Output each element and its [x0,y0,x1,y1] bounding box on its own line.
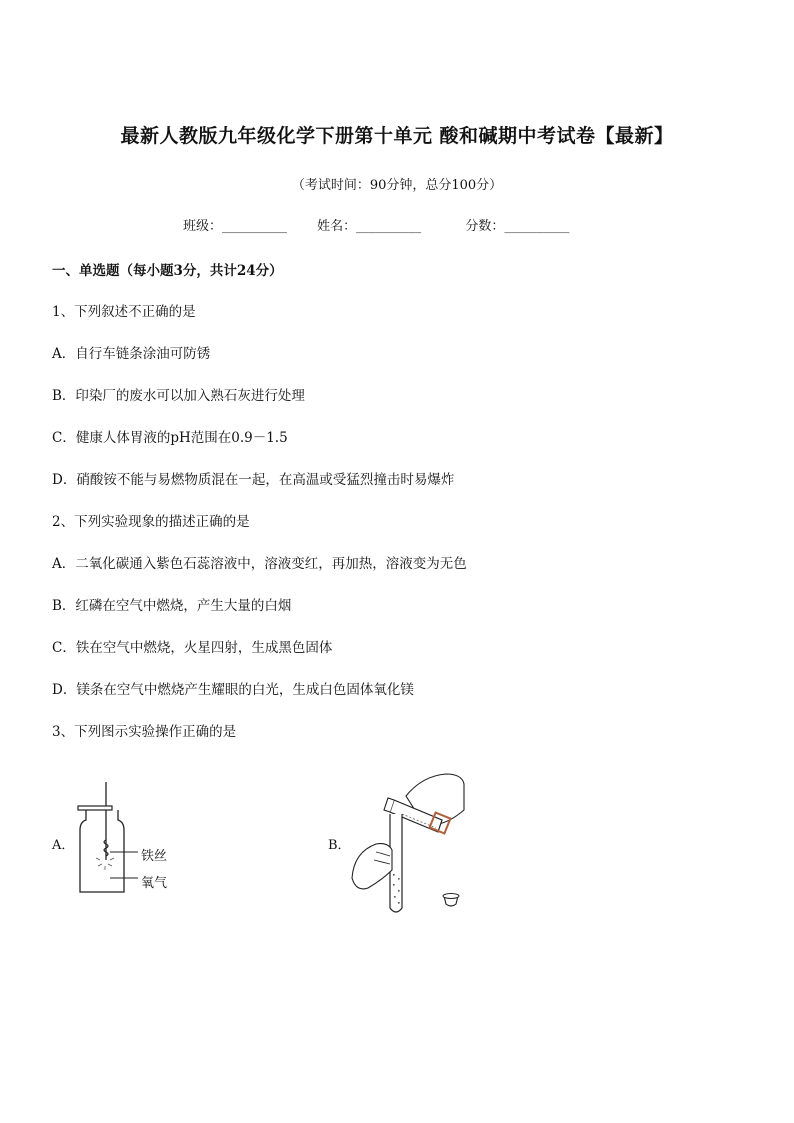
sparks [96,858,114,870]
question-2-option-c: C．铁在空气中燃烧，火星四射，生成黑色固体 [52,640,333,656]
lower-hand [352,844,392,889]
oxygen-label: 氧气 [141,876,168,891]
question-2-option-a: A．二氧化碳通入紫色石蕊溶液中，溶液变红，再加热，溶液变为无色 [52,556,467,572]
figure-a-label: A． [52,838,75,853]
question-2-option-d: D．镁条在空气中燃烧产生耀眼的白光，生成白色固体氧化镁 [52,682,414,698]
question-1-option-c: C．健康人体胃液的pH范围在0.9－1.5 [52,430,288,446]
page-title: 最新人教版九年级化学下册第十单元 酸和碱期中考试卷【最新】 [120,125,674,147]
figure-b-label: B． [328,838,351,853]
question-1-option-b: B．印染厂的废水可以加入熟石灰进行处理 [52,388,305,404]
question-1-option-a: A．自行车链条涂油可防锈 [52,346,211,362]
score-field: 分数：__________ [465,219,570,234]
question-1-stem: 1、下列叙述不正确的是 [52,304,196,320]
question-2-stem: 2、下列实验现象的描述正确的是 [52,514,250,530]
gas-jar-figure [74,780,204,900]
jar-body [80,810,124,892]
pouring-figure [346,770,476,920]
jar-lid [78,806,112,810]
question-2-option-b: B．红磷在空气中燃烧，产生大量的白烟 [52,598,292,614]
name-field: 姓名：__________ [317,219,422,234]
question-3-stem: 3、下列图示实验操作正确的是 [52,724,237,740]
iron-wire-label: 铁丝 [141,849,168,864]
class-field: 班级：__________ [183,219,288,234]
student-info-row [183,215,569,234]
exam-info: （考试时间：90分钟，总分100分） [291,178,503,193]
question-1-option-d: D．硝酸铵不能与易燃物质混在一起，在高温或受猛烈撞击时易爆炸 [52,472,455,488]
section-heading: 一、单选题（每小题3分，共计24分） [52,263,283,279]
